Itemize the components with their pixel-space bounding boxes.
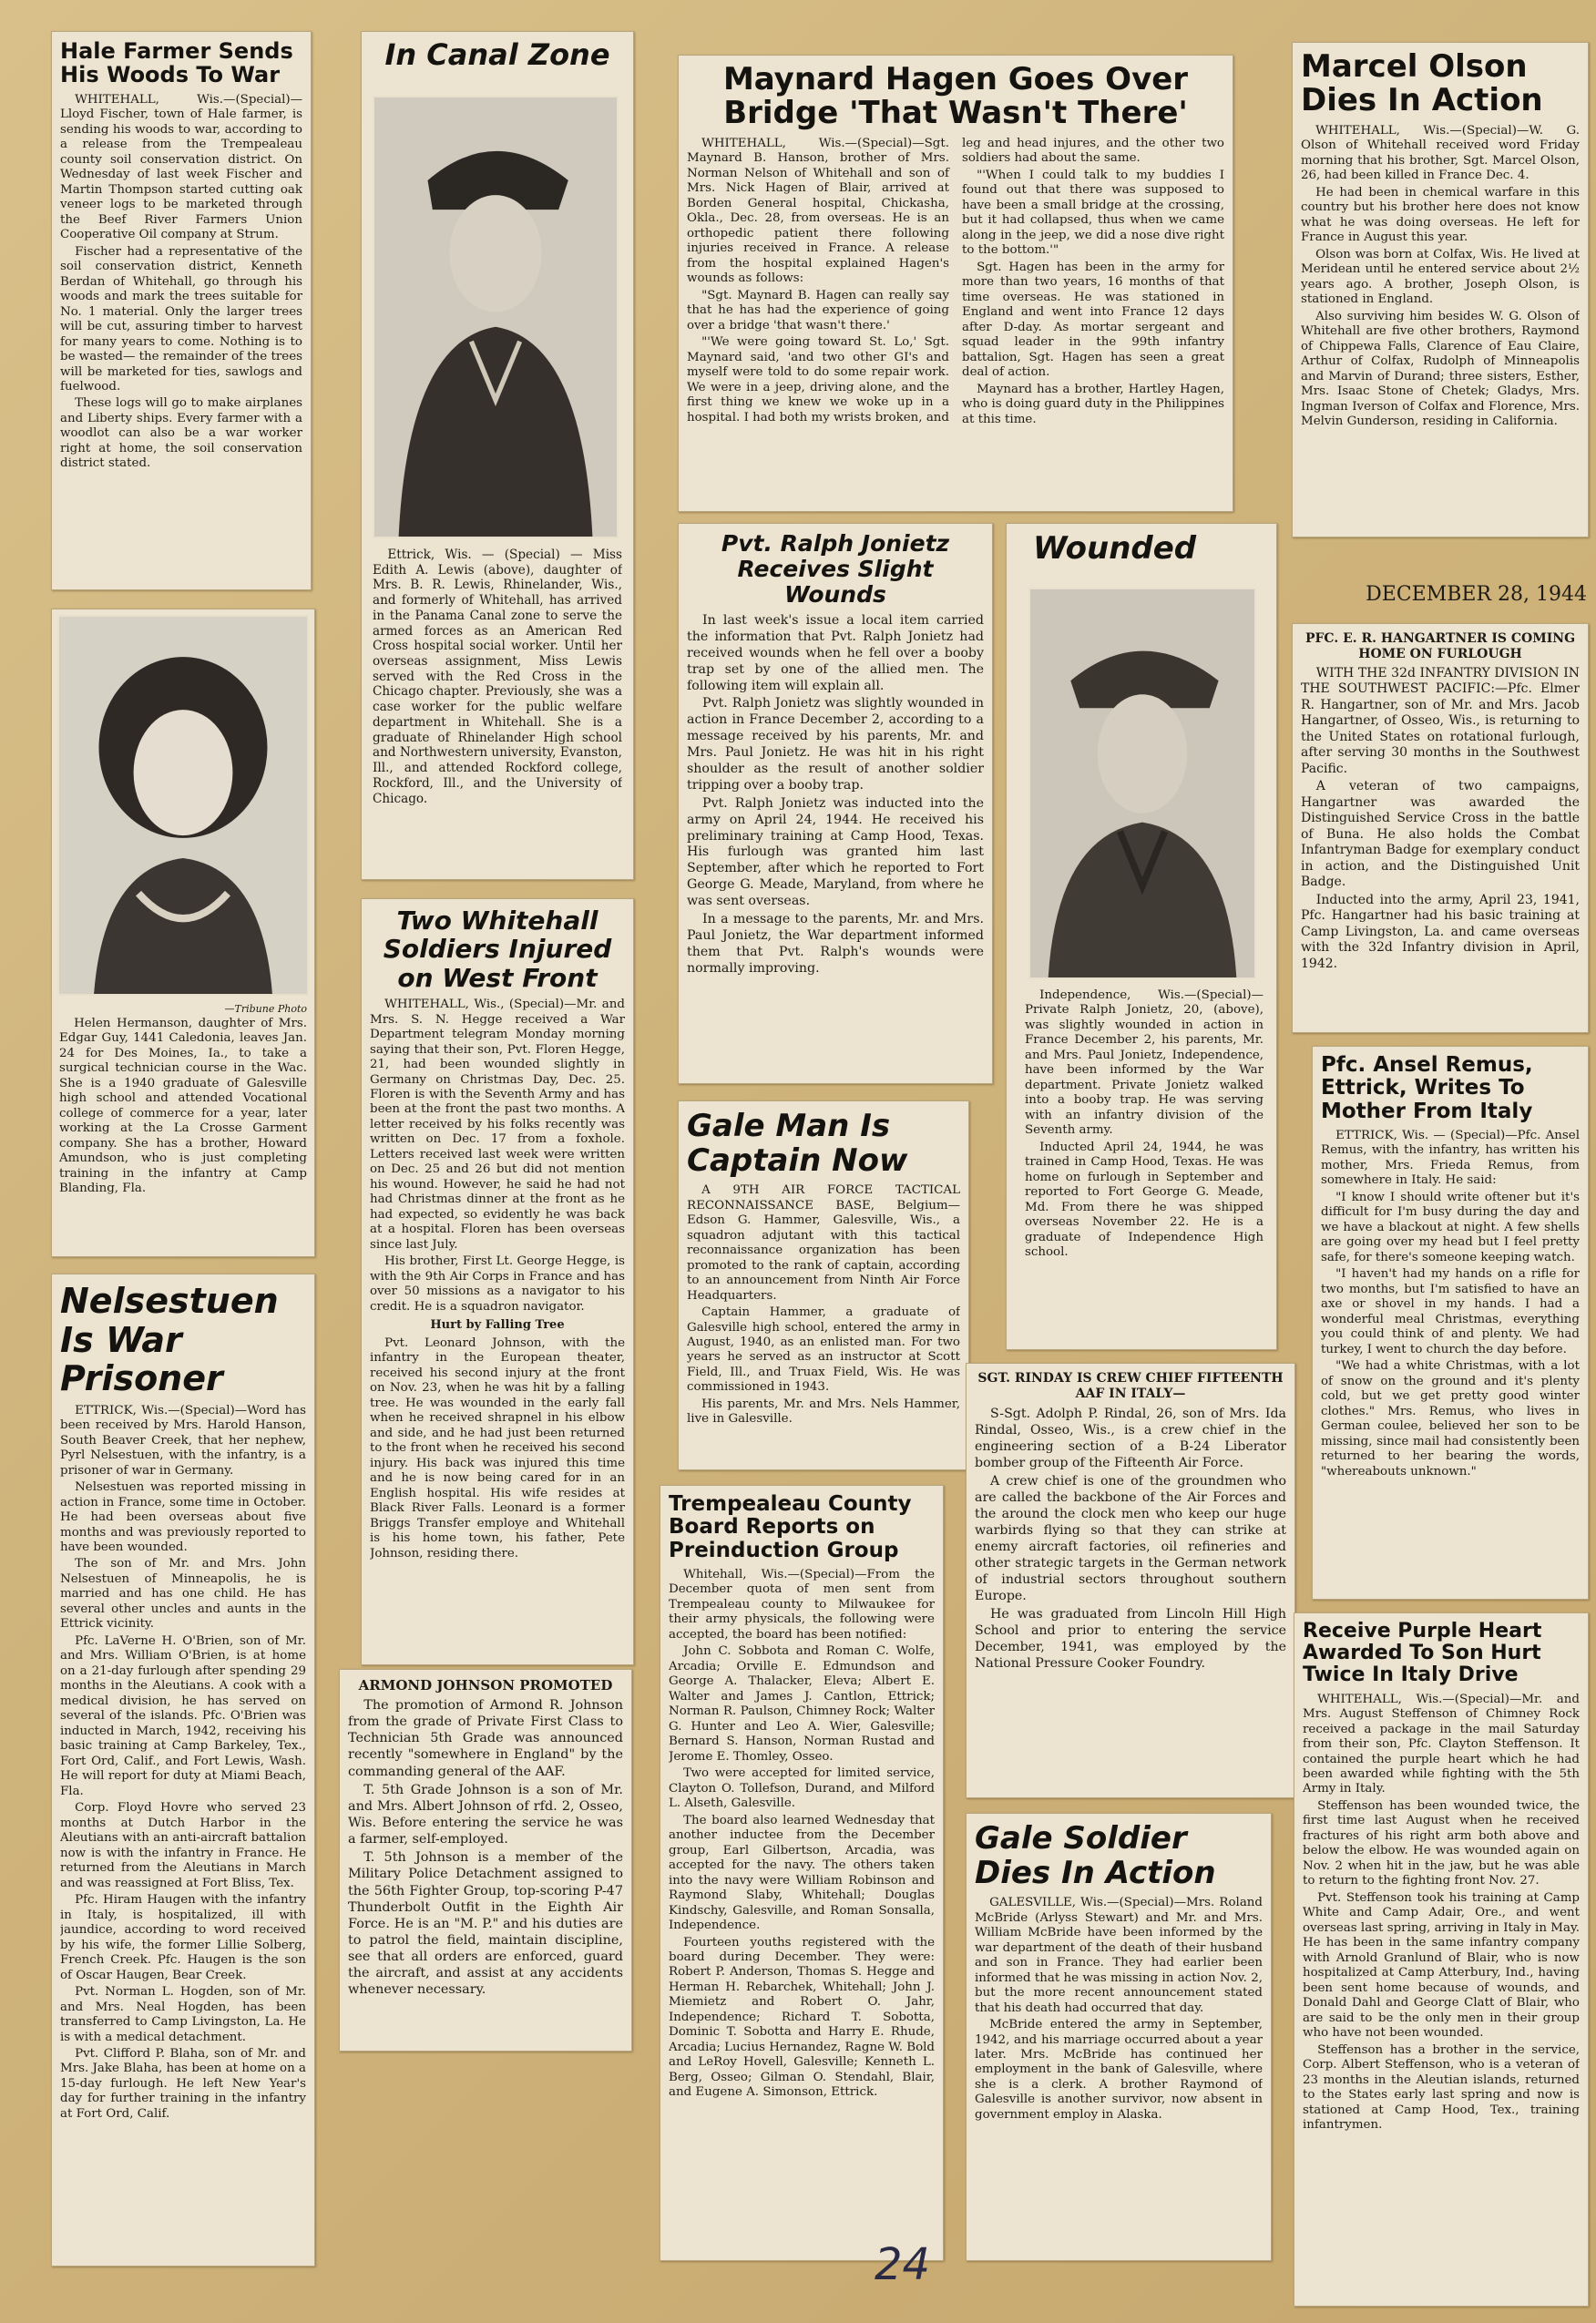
- remus-headline: Pfc. Ansel Remus, Ettrick, Writes To Mother From Italy: [1321, 1053, 1533, 1123]
- photo-credit: —Tribune Photo: [224, 1003, 307, 1015]
- maynard-hagen-body: [687, 137, 1224, 427]
- paragraph: WHITEHALL, Wis.—(Special)—Lloyd Fischer, town of Hale farmer, is sending his woods to war, according to a release from the Trempealeau county soil conservation district. On Wednesday of last week Fischer and Martin Thompson started cutting oak veneer logs to be marketed through the Beef River Farmers Union Cooperative Oil company at Strum.: [60, 92, 302, 242]
- paragraph: The board also learned Wednesday that another inductee from the December group, Earl Gilbertson, Arcadia, was accepted for the navy. The others taken into the navy were William Robinson and Raymond Slaby, Whitehall; Douglas Kindschy, Galesville, and Roman Sonsalla, Independence.: [669, 1813, 935, 1933]
- hermanson-clipping: [51, 609, 315, 1257]
- paragraph: In a message to the parents, Mr. and Mrs. Paul Jonietz, the War department informed them that Pvt. Ralph's wounds were normally improving.: [687, 912, 984, 976]
- paragraph: T. 5th Johnson is a member of the Military Police Detachment assigned to the 56th Fighter Group, top-scoring P-47 Thunderbolt Outfit in the Eighth Air Force. He is an "M. P." and his duties are to patrol the field, maintain discipline, see that all orders are enforced, guard the aircraft, and assist at any accidents whenever necessary.: [348, 1850, 623, 1998]
- trempealeau-headline: Trempealeau County Board Reports on Preinduction Group: [669, 1492, 912, 1562]
- paragraph: Pfc. LaVerne H. O'Brien, son of Mr. and Mrs. William O'Brien, is at home on a 21-day furlough after spending 29 months in the Aleutians. A cook with a medical division, he has served on several of the islands. Pfc. O'Brien was inducted in March, 1942, receiving his basic training at Camp Barkeley, Tex., Fort Ord, Calif., and Fort Lewis, Wash. He will report for duty at Miami Beach, Fla.: [60, 1633, 306, 1798]
- paragraph: Nelsestuen was reported missing in action in France, some time in October. He had been overseas about five months and was previously reported to have been wounded.: [60, 1480, 306, 1554]
- date-heading: DECEMBER 28, 1944: [1366, 583, 1587, 606]
- marcel-olson-headline: Marcel Olson Dies In Action: [1301, 48, 1543, 119]
- paragraph: T. 5th Grade Johnson is a son of Mr. and Mrs. Albert Johnson of rfd. 2, Osseo, Wis. Before entering the service he was a farmer, self-employed.: [348, 1782, 623, 1847]
- paragraph: Steffenson has been wounded twice, the first time last August when he received fractures of his right arm both above and below the elbow. He was wounded again on Nov. 2 when hit in the jaw, but he was able to return to the fighting front Nov. 27.: [1303, 1798, 1580, 1888]
- paragraph: A crew chief is one of the groundmen who are called the backbone of the Air Forces and the around the clock men who keep our huge warbirds flying so that they can strike at enemy aircraft factories, oil refineries and other strategic targets in the German network of industrial sectors throughout southern Europe.: [975, 1473, 1286, 1603]
- woman-uniform-portrait-icon: [374, 97, 617, 537]
- hangartner-body: [1301, 666, 1580, 975]
- rindal-body: [975, 1406, 1286, 1674]
- paragraph: "'We were going toward St. Lo,' Sgt. Maynard said, 'and two other GI's and myself were told to do some repair work. We were in a jeep, driving alone, and the first thing we knew we woke up in a hospital. I had both my wrists broken, and leg and head injures, and the other two soldiers had about the same.: [687, 136, 1224, 425]
- gale-soldier-headline: Gale Soldier Dies In Action: [975, 1820, 1216, 1892]
- paragraph: ETTRICK, Wis.—(Special)—Word has been received by Mrs. Harold Hanson, South Beaver Creek, that her nephew, Pyrl Nelsestuen, with the infantry, is a prisoner of war in Germany.: [60, 1403, 306, 1478]
- paragraph: "We had a white Christmas, with a lot of snow on the ground and it's plenty cold, but we get pretty good winter clothes." Mrs. Remus, who lives in German coulee, believed her son to be missing, since mail had consistently been returned to her bearing the words, "whereabouts unknown.": [1321, 1359, 1580, 1479]
- woman-portrait-icon: [59, 617, 307, 994]
- trempealeau-body: [669, 1568, 935, 2103]
- jonietz-headline: Pvt. Ralph Jonietz Receives Slight Wounds: [721, 530, 950, 608]
- paragraph: Corp. Floyd Hovre who served 23 months at Dutch Harbor in the Aleutians with an anti-aircraft battalion now is with the infantry in France. He returned from the Aleutians in March and was reassigned at Fort Bliss, Tex.: [60, 1801, 306, 1890]
- paragraph: The son of Mr. and Mrs. John Nelsestuen of Minneapolis, he is married and has one child. He has several other uncles and aunts in the Ettrick vicinity.: [60, 1557, 306, 1632]
- paragraph: Fischer had a representative of the soil conservation district, Kenneth Berdan of Whitehall, go through his woods and mark the trees suitable for No. 1 material. Only the larger trees will be cut, assuring timber to harvest for many years to come. Nothing is to be wasted— the remainder of the trees will be marketed for ties, sawlogs and fuelwood.: [60, 244, 302, 394]
- paragraph: The promotion of Armond R. Johnson from the grade of Private First Class to Technician 5th Grade was announced recently "somewhere in England" by the commanding general of the AAF.: [348, 1698, 623, 1779]
- gale-captain-clipping: [678, 1100, 969, 1470]
- paragraph: Steffenson has a brother in the service, Corp. Albert Steffenson, who is a veteran of 23 months in the Aleutian islands, returned to the States early last spring and now is stationed at Camp Hood, Tex., training infantrymen.: [1303, 2042, 1580, 2133]
- paragraph: He had been in chemical warfare in this country but his brother here does not know what he was doing overseas. He left for France in August this year.: [1301, 185, 1580, 245]
- paragraph: Also surviving him besides W. G. Olson of Whitehall are five other brothers, Raymond of Chippewa Falls, Clarence of Eau Claire, Arthur of Colfax, Rudolph of Minneapolis and Marvin of Durand; three sisters, Esther, Mrs. Isaac Stone of Chetek; Gladys, Mrs. Ingman Iverson of Colfax and Florence, Mrs. Melvin Gunderson, residing in California.: [1301, 309, 1580, 428]
- jonietz-clipping: [678, 523, 993, 1084]
- hale-farmer-clipping: [51, 31, 312, 590]
- paragraph: John C. Sobbota and Roman C. Wolfe, Arcadia; Orville E. Edmundson and George A. Thalacker, Eleva; Albert E. Walter and James J. Cantlon, Ettrick; Norman R. Paulson, Chimney Rock; Walter G. Hunter and Leo A. Wier, Galesville; Bernard S. Hanson, Norman Rustad and Jerome E. Thomley, Osseo.: [669, 1644, 935, 1764]
- paragraph: WHITEHALL, Wis.—(Special)—Mr. and Mrs. August Steffenson of Chimney Rock received a package in the mail Saturday from their son, Pfc. Clayton Steffenson. It contained the purple heart which he had been awarded while fighting with the 5th Army in Italy.: [1303, 1692, 1580, 1796]
- armond-johnson-clipping: [339, 1669, 632, 2052]
- paragraph: Pvt. Steffenson took his training at Camp White and Camp Adair, Ore., and went overseas last spring, arriving in Italy in May. He has been in the same infantry company with Arnold Granlund of Blair, who is now hospitalized at Camp Atterbury, Ind., having been sent home because of wounds, and Donald Dahl and George Clatt of Blair, who are said to be the only men in their group who have not been wounded.: [1303, 1890, 1580, 2041]
- paragraph: These logs will go to make airplanes and Liberty ships. Every farmer with a woodlot can also be a war worker right at home, the soil conservation district stated.: [60, 396, 302, 471]
- hermanson-caption: Helen Hermanson, daughter of Mrs. Edgar Guy, 1441 Caledonia, leaves Jan. 24 for Des Moines, Ia., to take a surgical technician course in the Wac. She is a 1940 graduate of Galesville high school and attended Vocational college of commerce for a year, later working at the La Crosse Garment company. She has a brother, Howard Amundson, who is just completing training in the infantry at Camp Blanding, Fla.: [59, 1017, 307, 1196]
- paragraph: Two were accepted for limited service, Clayton O. Tollefson, Durand, and Milford L. Alseth, Galesville.: [669, 1766, 935, 1811]
- paragraph: Pvt. Clifford P. Blaha, son of Mr. and Mrs. Jake Blaha, has been at home on a 15-day furlough. He left New Year's day for further training in the infantry at Fort Ord, Calif.: [60, 2046, 306, 2121]
- soldier-portrait-icon: [1030, 589, 1254, 977]
- paragraph: Pvt. Norman L. Hogden, son of Mr. and Mrs. Neal Hogden, has been transferred to Camp Livingston, La. He is with a medical detachment.: [60, 1985, 306, 2044]
- paragraph: Fourteen youths registered with the board during December. They were: Robert P. Anderson, Thomas S. Hegge and Herman H. Rebarchek, Whitehall; John J. Miemietz and Robert O. Jahr, Independence; Richard T. Sobotta, Dominic T. Sobotta and Harry E. Rhude, Arcadia; Lucius Hernandez, Ragne W. Bold and LeRoy Hovell, Galesville; Kenneth L. Berg, Osseo; Gilman O. Stendahl, Blair, and Eugene A. Simonson, Ettrick.: [669, 1935, 935, 2100]
- paragraph: ETTRICK, Wis. — (Special)—Pfc. Ansel Remus, with the infantry, has written his mother, Mrs. Frieda Remus, from somewhere in Italy. He said:: [1321, 1128, 1580, 1188]
- paragraph: Pvt. Ralph Jonietz was inducted into the army on April 24, 1944. He received his preliminary training at Camp Hood, Texas. His furlough was granted him last September, after which he reported to Fort George G. Meade, Maryland, from where he was sent overseas.: [687, 795, 984, 909]
- paragraph: WHITEHALL, Wis., (Special)—Mr. and Mrs. S. N. Hegge received a War Department telegram Monday morning saying that their son, Pvt. Floren Hegge, 21, had been wounded slightly in Germany on Christmas Day, Dec. 25. Floren is with the Seventh Army and has been at the front the past two months. A letter received by his folks recently was written on Dec. 17 from a foxhole. Letters received last week were written on Dec. 25 and 26 but did not mention his wound. However, he said he had not had Christmas dinner at the front as he had expected, so evidently he was back at a hospital. Floren has been overseas since last July.: [370, 998, 625, 1252]
- canal-zone-headline: In Canal Zone: [384, 37, 610, 72]
- nelsestuen-headline: Nelsestuen Is War Prisoner: [60, 1281, 279, 1399]
- canal-zone-clipping: [361, 31, 634, 880]
- rindal-headline: SGT. RINDAY IS CREW CHIEF FIFTEENTH AAF IN ITALY—: [977, 1371, 1284, 1401]
- wounded-headline: Wounded: [1033, 530, 1197, 567]
- gale-soldier-body: [975, 1896, 1263, 2124]
- paragraph: Whitehall, Wis.—(Special)—From the December quota of men sent from Trempealeau county to Milwaukee for their army physicals, the following were accepted, the board has been notified:: [669, 1567, 935, 1642]
- hale-farmer-body: [60, 93, 302, 474]
- two-whitehall-headline: Two Whitehall Soldiers Injured on West Front: [383, 906, 612, 993]
- gale-soldier-clipping: [966, 1813, 1272, 2261]
- two-whitehall-clipping: [361, 898, 634, 1665]
- two-whitehall-body: [370, 998, 625, 1316]
- maynard-hagen-clipping: [678, 55, 1233, 512]
- paragraph: In last week's issue a local item carried the information that Pvt. Ralph Jonietz had received wounds when he fell over a booby trap set by one of the allied men. The following item will explain all.: [687, 613, 984, 693]
- remus-body: [1321, 1129, 1580, 1481]
- purple-heart-headline: Receive Purple Heart Awarded To Son Hurt Twice In Italy Drive: [1303, 1620, 1542, 1687]
- maynard-hagen-headline: Maynard Hagen Goes Over Bridge 'That Wasn't There': [722, 61, 1189, 132]
- paragraph: Olson was born at Colfax, Wis. He lived at Meridean until he entered service about 2½ years ago. A brother, Joseph Olson, is stationed in England.: [1301, 247, 1580, 307]
- purple-heart-body: [1303, 1693, 1580, 2135]
- marcel-olson-clipping: [1292, 42, 1589, 537]
- trempealeau-clipping: [660, 1485, 944, 2261]
- paragraph: "I know I should write oftener but it's difficult for I'm busy during the day and we have a blackout at night. A few shells are going over my head but I feel pretty safe, for there's someone keeping watch.: [1321, 1190, 1580, 1264]
- paragraph: Captain Hammer, a graduate of Galesville high school, entered the army in August, 1940, as an enlisted man. For two years he served as an instructor at Scott Field, Ill., and Truax Field, Wis. He was commissioned in 1943.: [687, 1305, 960, 1395]
- paragraph: S-Sgt. Adolph P. Rindal, 26, son of Mrs. Ida Rindal, Osseo, Wis., is a crew chief in the engineering section of a B-24 Liberator bomber group of the Fifteenth Air Force.: [975, 1406, 1286, 1470]
- paragraph: Sgt. Hagen has been in the army for more than two years, 16 months of that time overseas. He was stationed in England and went into France 12 days after D-day. As mortar sergeant and squad leader in the 99th infantry battalion, Sgt. Hagen has seen a great deal of action.: [962, 260, 1224, 380]
- paragraph: Pfc. Hiram Haugen with the infantry in Italy, is hospitalized, ill with jaundice, according to word received by his wife, the former Lillie Solberg, French Creek. Pfc. Haugen is the son of Oscar Haugen, Bear Creek.: [60, 1893, 306, 1982]
- nelsestuen-body: [60, 1404, 306, 2124]
- gale-captain-headline: Gale Man Is Captain Now: [687, 1108, 908, 1180]
- paragraph: WITH THE 32d INFANTRY DIVISION IN THE SOUTHWEST PACIFIC:—Pfc. Elmer R. Hangartner, son of Mr. and Mrs. Jacob Hangartner, of Osseo, Wis., is returning to the United States on rotational furlough, after serving 30 months in the Southwest Pacific.: [1301, 665, 1580, 776]
- paragraph: WHITEHALL, Wis.—(Special)—W. G. Olson of Whitehall received word Friday morning that his brother, Sgt. Marcel Olson, 26, had been killed in France Dec. 4.: [1301, 123, 1580, 183]
- jonietz-body: [687, 613, 984, 979]
- paragraph: Maynard has a brother, Hartley Hagen, who is doing guard duty in the Philippines at this time.: [962, 382, 1224, 426]
- page-number: 24: [875, 2239, 931, 2290]
- lewis-caption: Ettrick, Wis. — (Special) — Miss Edith A. Lewis (above), daughter of Mrs. B. R. Lewis, Rhinelander, Wis., and formerly of Whitehall, has arrived in the Panama Canal zone to serve the armed forces as an American Red Cross hospital social worker. Until her overseas assignment, Miss Lewis served with the Red Cross in the Chicago chapter. Previously, she was a case worker for the public welfare department in Whitehall. She is a graduate of Rhinelander High school and Northwestern university, Evanston, Ill., and attended Rockford college, Rockford, Ill., and the University of Chicago.: [373, 547, 622, 806]
- wounded-caption: Independence, Wis.—(Special)—Private Ralph Jonietz, 20, (above), was slightly wounded in action in France December 2, his parents, Mr. and Mrs. Paul Jonietz, Independence, have been informed by the War department. Private Jonietz walked into a booby trap. He was serving with an infantry division of the Seventh army.: [1025, 988, 1264, 1138]
- armond-johnson-headline: ARMOND JOHNSON PROMOTED: [358, 1677, 613, 1694]
- paragraph: Inducted into the army, April 23, 1941, Pfc. Hangartner had his basic training at Camp Livingston, La. and came overseas with the 32d Infantry division in April, 1942.: [1301, 892, 1580, 971]
- paragraph: "Sgt. Maynard B. Hagen can really say that he has had the experience of going over a bridge 'that wasn't there.': [687, 288, 949, 333]
- falling-tree-body: [370, 1336, 625, 1563]
- paragraph: "I haven't had my hands on a rifle for two months, but I'm satisfied to have an axe or shovel in my hands. I had a wonderful meal Christmas, everything you could think of and plenty. We had turkey, I went to church the day before.: [1321, 1267, 1580, 1356]
- paragraph: He was graduated from Lincoln Hill High School and prior to entering the service December, 1941, was employed by the National Pressure Cooker Foundry.: [975, 1606, 1286, 1672]
- paragraph: Pvt. Ralph Jonietz was slightly wounded in action in France December 2, according to a message received by his parents, Mr. and Mrs. Paul Jonietz. He was hit in his right shoulder as the result of another soldier tripping over a booby trap.: [687, 696, 984, 793]
- wounded-caption-2: Inducted April 24, 1944, he was trained in Camp Hood, Texas. He was home on furlough in September and reported to Fort George G. Meade, Md. From there he was shipped overseas November 22. He is a graduate of Independence High school.: [1025, 1140, 1264, 1260]
- jonietz-photo: [1028, 588, 1256, 979]
- armond-johnson-body: [348, 1697, 623, 2001]
- hangartner-clipping: [1292, 623, 1589, 1033]
- wounded-clipping: [1006, 523, 1277, 1350]
- hermanson-photo: [57, 615, 309, 996]
- lewis-photo: [373, 96, 619, 538]
- falling-tree-subhead: Hurt by Falling Tree: [430, 1318, 565, 1333]
- rindal-clipping: [966, 1363, 1295, 1798]
- paragraph: "'When I could talk to my buddies I found out that there was supposed to have been a small bridge at the crossing, but it had collapsed, thus when we came along in the jeep, we did a nose dive right to the bottom.'": [962, 168, 1224, 258]
- paragraph: Pvt. Leonard Johnson, with the infantry in the European theater, received his second injury at the front on Nov. 23, when he was hit by a falling tree. He was wounded in the early fall when he received shrapnel in his elbow and side, and he had just been returned to the front when he received his second injury. His back was injured this time and he is now being cared for in an English hospital. His wife resides at Black River Falls. Leonard is a former Briggs Transfer employe and Whitehall is his home town, his father, Pete Johnson, residing there.: [370, 1335, 625, 1561]
- hangartner-headline: PFC. E. R. HANGARTNER IS COMING HOME ON FURLOUGH: [1304, 631, 1576, 661]
- nelsestuen-clipping: [51, 1274, 315, 2267]
- paragraph: WHITEHALL, Wis.—(Special)—Sgt. Maynard B. Hanson, brother of Mrs. Norman Nelson of Whitehall and son of Mrs. Nick Hagen of Blair, arrived at Borden General hospital, Chickasha, Okla., Dec. 28, from overseas. He is an orthopedic patient there following injuries received in France. A release from the hospital explained Hagen's wounds as follows:: [687, 136, 949, 286]
- paragraph: McBride entered the army in September, 1942, and his marriage occurred about a year later. Mrs. McBride has continued her employment in the bank of Galesville, where she is a clerk. A brother Raymond of Galesville is another survivor, now absent in government employ in Alaska.: [975, 2018, 1263, 2122]
- paragraph: His brother, First Lt. George Hegge, is with the 9th Air Corps in France and has over 50 missions as a navigator to his credit. He is a squadron navigator.: [370, 1254, 625, 1314]
- remus-clipping: [1312, 1046, 1589, 1600]
- gale-captain-body: [687, 1183, 960, 1429]
- paragraph: GALESVILLE, Wis.—(Special)—Mrs. Roland McBride (Arlyss Stewart) and Mr. and Mrs. William McBride have been informed by the war department of the death of their husband and son in France. They had earlier been informed that he was missing in action Nov. 2, but the more recent announcement stated that his death had occurred that day.: [975, 1896, 1263, 2015]
- paragraph: A veteran of two campaigns, Hangartner was awarded the Distinguished Service Cross in the battle of Buna. He also holds the Combat Infantryman Badge for exemplary conduct in action, and the Distinguished Unit Badge.: [1301, 779, 1580, 890]
- paragraph: His parents, Mr. and Mrs. Nels Hammer, live in Galesville.: [687, 1397, 960, 1427]
- marcel-olson-body: [1301, 124, 1580, 432]
- hale-farmer-headline: Hale Farmer Sends His Woods To War: [60, 38, 293, 88]
- purple-heart-clipping: [1294, 1612, 1589, 2307]
- paragraph: A 9TH AIR FORCE TACTICAL RECONNAISSANCE BASE, Belgium—Edson G. Hammer, Galesville, Wis., a squadron adjutant with this tactical reconnaissance organization has been promoted to the rank of captain, according to an announcement from Ninth Air Force Headquarters.: [687, 1183, 960, 1303]
